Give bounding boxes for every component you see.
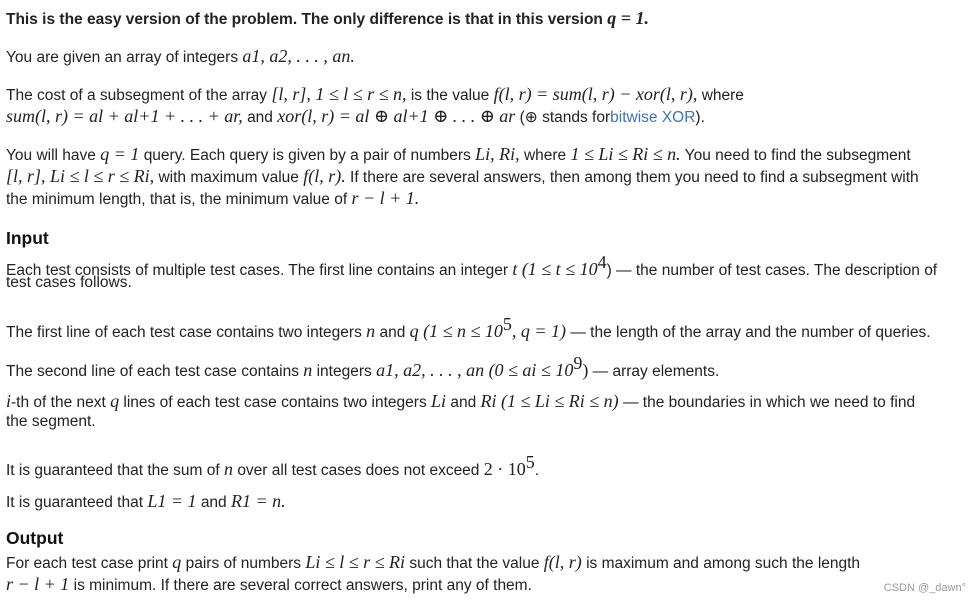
- query-text-2: query. Each query is given by a pair of numbers: [143, 147, 471, 164]
- input-text-1: Each test consists of multiple test cases. The first line contains an integer: [6, 262, 508, 279]
- array-constraint-close: ): [582, 360, 589, 380]
- var-n: n: [303, 360, 313, 380]
- array-intro: [6, 46, 355, 67]
- input-text-5d: — the boundaries in which we need to find: [622, 394, 916, 411]
- cost-text-3: where: [701, 87, 744, 104]
- input-text-4c: — array elements.: [592, 363, 720, 380]
- segment-length: r − l + 1.: [351, 188, 420, 208]
- lr-constraint: Ri (1 ≤ Li ≤ Ri ≤ n): [480, 391, 619, 411]
- input-line-1: [6, 252, 937, 280]
- cost-text-2: is the value: [410, 87, 490, 104]
- var-n: n: [224, 459, 233, 479]
- input-text-and-2: and: [450, 394, 477, 411]
- input-line-5: [6, 391, 915, 412]
- segment-length: r − l + 1: [6, 574, 70, 594]
- input-line-2: test cases follows.: [6, 274, 132, 291]
- query-text-7: If there are several answers, then among them you need to find a subsegment with: [350, 169, 919, 186]
- output-line-1: [6, 552, 860, 573]
- query-text-1: You will have: [6, 147, 96, 164]
- q-equals-one: q = 1.: [607, 8, 649, 28]
- l1-value: L1 = 1: [147, 491, 197, 511]
- cost-line-1: [6, 84, 744, 105]
- q-constraint: , q = 1): [511, 321, 567, 341]
- sum-formula: sum(l, r) = al + al+1 + . . . + ar,: [6, 106, 243, 126]
- subsegment-constraint: [l, r], Li ≤ l ≤ r ≤ Ri,: [6, 166, 155, 186]
- input-text-integers: integers: [316, 363, 372, 380]
- array-intro-text: You are given an array of integers: [6, 49, 239, 66]
- csdn-watermark: CSDN @_dawn°: [883, 582, 966, 594]
- output-text-1c: such that the value: [409, 555, 540, 572]
- query-line-2: [6, 166, 919, 187]
- query-line-1: [6, 144, 911, 165]
- t-exponent: 4: [597, 252, 607, 272]
- cost-line-2: [6, 106, 705, 127]
- output-text-1b: pairs of numbers: [185, 555, 302, 572]
- query-pair: Li, Ri,: [475, 144, 520, 164]
- input-heading: Input: [6, 228, 49, 248]
- input-text-and-3: and: [200, 494, 227, 511]
- input-text-7b: over all test cases does not exceed: [237, 462, 480, 479]
- input-text-5a: -th of the next: [11, 394, 106, 411]
- easy-version-note: [6, 8, 649, 29]
- input-line-8: [6, 491, 286, 512]
- output-text-1d: is maximum and among such the length: [586, 555, 861, 572]
- n-exponent: 5: [502, 314, 512, 334]
- output-text-1a: For each test case print: [6, 555, 168, 572]
- var-i: i: [6, 391, 12, 411]
- output-range: Li ≤ l ≤ r ≤ Ri: [305, 552, 406, 572]
- input-text-5b: lines of each test case contains two integers: [123, 394, 427, 411]
- input-text-8a: It is guaranteed that: [6, 494, 144, 511]
- cost-text-and: and: [247, 109, 273, 126]
- input-line-4: [6, 353, 719, 381]
- var-q: q: [172, 552, 182, 572]
- output-text-2a: is minimum. If there are several correct answers, print any of them.: [73, 577, 532, 594]
- var-n: n: [366, 321, 376, 341]
- n-constraint: q (1 ≤ n ≤ 10: [409, 321, 503, 341]
- input-text-4: The second line of each test case contains: [6, 363, 299, 380]
- array-constraint: a1, a2, . . . , an (0 ≤ ai ≤ 10: [376, 360, 574, 380]
- t-constraint: t (1 ≤ t ≤ 10: [512, 259, 598, 279]
- cost-text-stands: (⊕ stands for: [519, 109, 611, 126]
- var-q: q: [110, 391, 120, 411]
- subsegment-range: [l, r], 1 ≤ l ≤ r ≤ n,: [271, 84, 407, 104]
- input-line-7: It is guaranteed that the sum of n over all test cases does not exceed $2 \cdot 10^5$.: [6, 452, 540, 479]
- query-count: q = 1: [100, 144, 140, 164]
- output-line-2: [6, 574, 532, 595]
- cost-text-1: The cost of a subsegment of the array: [6, 87, 268, 104]
- f-lr: f(l, r): [543, 552, 582, 572]
- input-text-7a: It is guaranteed that the sum of: [6, 462, 220, 479]
- easy-version-text: This is the easy version of the problem. The only difference is that in this version: [6, 11, 603, 28]
- sum-n-bound: 2 · 10: [483, 459, 526, 479]
- cost-text-end: ).: [695, 109, 705, 126]
- xor-formula: xor(l, r) = al ⊕ al+1 ⊕ . . . ⊕ ar: [277, 106, 516, 126]
- output-heading: Output: [6, 528, 64, 548]
- query-text-8: the minimum length, that is, the minimum value of: [6, 191, 348, 208]
- input-line-6: the segment.: [6, 413, 96, 430]
- f-lr: f(l, r).: [303, 166, 346, 186]
- array-notation: a1, a2, . . . , an.: [242, 46, 355, 66]
- sum-n-exponent: 5: [525, 452, 535, 472]
- input-text-3c: — the length of the array and the number of queries.: [570, 324, 931, 341]
- input-text-and: and: [379, 324, 406, 341]
- query-range: 1 ≤ Li ≤ Ri ≤ n.: [570, 144, 681, 164]
- r1-value: R1 = n.: [231, 491, 286, 511]
- query-line-3: [6, 188, 419, 209]
- a-exponent: 9: [573, 353, 583, 373]
- query-text-4: You need to find the subsegment: [684, 147, 911, 164]
- query-text-3: where: [523, 147, 567, 164]
- input-line-3: [6, 314, 931, 342]
- bitwise-xor-link[interactable]: bitwise XOR: [610, 109, 696, 126]
- cost-formula: f(l, r) = sum(l, r) − xor(l, r),: [493, 84, 698, 104]
- input-text-1b: ) — the number of test cases. The description of: [606, 262, 938, 279]
- input-text-3: The first line of each test case contains two integers: [6, 324, 362, 341]
- query-text-6: with maximum value: [158, 169, 299, 186]
- var-li: Li: [431, 391, 447, 411]
